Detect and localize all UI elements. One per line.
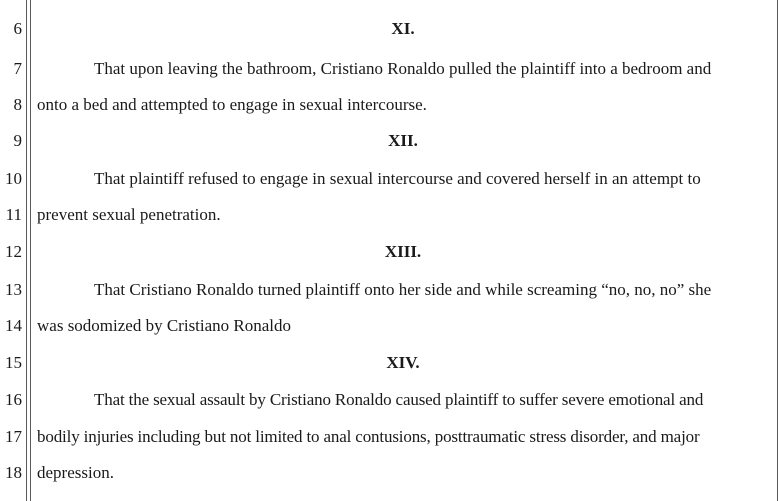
section-heading: XI.	[391, 19, 415, 38]
paragraph-line: That plaintiff refused to engage in sexual intercourse and covered herself in an attempt to	[94, 169, 701, 188]
line-number: 8	[13, 95, 22, 114]
paragraph-line: was sodomized by Cristiano Ronaldo	[37, 316, 292, 335]
paragraph-line: bodily injuries including but not limited to anal contusions, posttraumatic stress disorder, and major	[37, 427, 700, 446]
line-7	[0, 59, 782, 96]
line-10	[0, 169, 782, 206]
section-heading: XII.	[388, 131, 418, 150]
paragraph-line: That Cristiano Ronaldo turned plaintiff onto her side and while screaming “no, no, no” she	[94, 280, 712, 299]
line-13	[0, 280, 782, 317]
paragraph-line: depression.	[37, 463, 114, 482]
line-number: 18	[5, 463, 22, 482]
section-heading: XIV.	[386, 353, 420, 372]
section-heading: XIII.	[384, 242, 422, 261]
line-number: 11	[5, 205, 22, 224]
line-11	[0, 205, 782, 242]
paragraph-line: That the sexual assault by Cristiano Ronaldo caused plaintiff to suffer severe emotional and	[94, 390, 704, 409]
line-16	[0, 390, 782, 427]
line-15	[0, 353, 782, 390]
line-number: 13	[5, 280, 22, 299]
line-number: 6	[13, 19, 22, 38]
paragraph-line: That upon leaving the bathroom, Cristiano Ronaldo pulled the plaintiff into a bedroom and	[94, 59, 712, 78]
line-number: 10	[5, 169, 22, 188]
line-8	[0, 95, 782, 132]
line-18	[0, 463, 782, 500]
line-number: 9	[13, 131, 22, 150]
line-6	[0, 19, 782, 56]
line-number: 17	[5, 427, 22, 446]
line-12	[0, 242, 782, 279]
paragraph-line: onto a bed and attempted to engage in sexual intercourse.	[37, 95, 427, 114]
line-14	[0, 316, 782, 353]
line-number: 15	[5, 353, 22, 372]
line-number: 7	[13, 59, 22, 78]
line-9	[0, 131, 782, 168]
line-17	[0, 427, 782, 464]
paragraph-line: prevent sexual penetration.	[37, 205, 221, 224]
line-number: 14	[5, 316, 22, 335]
line-number: 16	[5, 390, 22, 409]
line-number: 12	[5, 242, 22, 261]
